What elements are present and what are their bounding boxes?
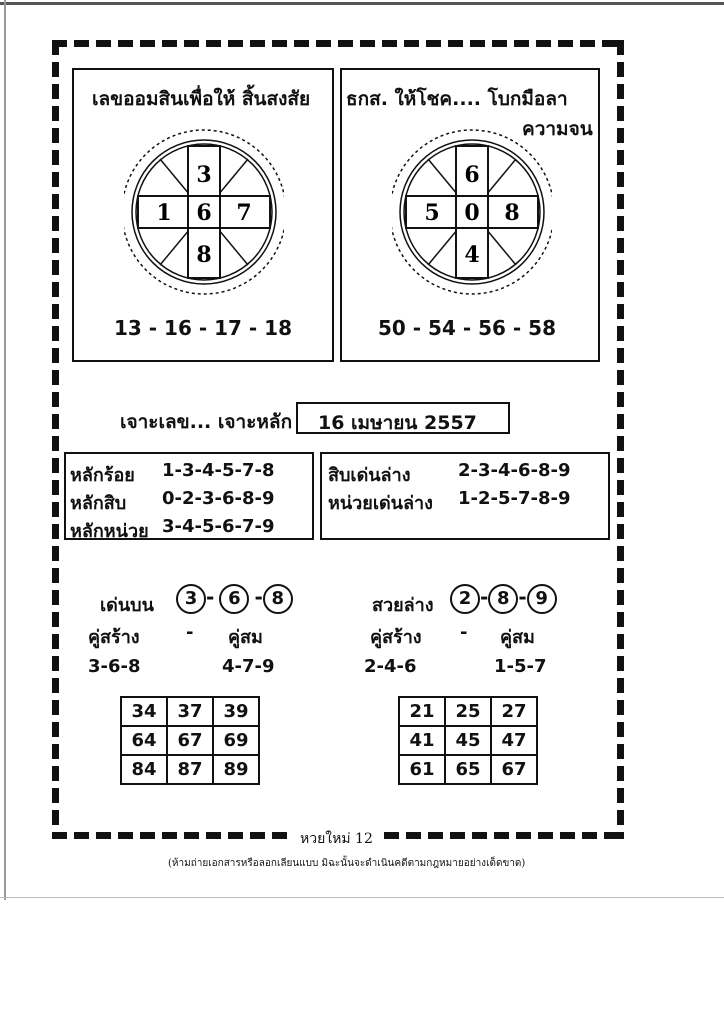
wheel-top-digit: 3 [196, 162, 212, 188]
box-baac-title-line2: ความจน [522, 118, 593, 140]
box-baac-title: ธกส. ให้โชค.... โบกมือลา [346, 88, 568, 110]
box-omsin-title: เลขออมสินเพื่อให้ สิ้นสงสัย [92, 88, 311, 110]
frame-right [617, 40, 624, 839]
digit-circle: 3 [176, 584, 206, 614]
wheel-center-digit: 0 [464, 200, 480, 226]
grid-cell: 37 [167, 697, 213, 726]
digit-circle: 8 [488, 584, 518, 614]
lower-units-label: หน่วยเด่นล่าง [328, 493, 433, 514]
grid-cell: 69 [213, 726, 259, 755]
grid-cell: 67 [167, 726, 213, 755]
pair-mix-value: 1-5-7 [494, 656, 547, 677]
box-omsin-wheel [124, 122, 284, 306]
bottom-highlight-label: สวยล่าง [372, 595, 434, 616]
wheel-bottom-digit: 8 [196, 242, 212, 268]
grid-cell: 41 [399, 726, 445, 755]
date-box [296, 402, 510, 434]
wheel-bottom-digit: 4 [464, 242, 480, 268]
wheel-center-digit: 6 [196, 200, 212, 226]
wheel-right-digit: 8 [504, 200, 520, 226]
pair-build-value: 2-4-6 [364, 656, 417, 677]
page-bottom-edge [0, 897, 724, 898]
tens-label: หลักสิบ [70, 493, 127, 514]
box-baac-wheel [392, 122, 552, 306]
page-footer: หวยใหม่ 12 [300, 831, 373, 847]
frame-bottom-left [52, 832, 292, 839]
box-baac-numbers: 50 - 54 - 56 - 58 [378, 316, 557, 340]
digit-circle: 9 [527, 584, 557, 614]
digit-circle: 6 [219, 584, 249, 614]
lower-units-value: 1-2-5-7-8-9 [458, 488, 571, 509]
box-omsin [72, 68, 334, 362]
grid-cell: 84 [121, 755, 167, 784]
grid-cell: 34 [121, 697, 167, 726]
pair-build-label: คู่สร้าง [370, 627, 422, 648]
grid-cell: 65 [445, 755, 491, 784]
page-left-edge [4, 0, 6, 900]
copyright-note: (ห้ามถ่ายเอกสารหรือลอกเลียนแบบ มิฉะนั้นจะดำเนินคดีตามกฎหมายอย่างเด็ดขาด) [168, 858, 526, 869]
units-value: 3-4-5-6-7-9 [162, 516, 275, 537]
lower-tens-value: 2-3-4-6-8-9 [458, 460, 571, 481]
pair-build-label: คู่สร้าง [88, 627, 140, 648]
grid-cell: 21 [399, 697, 445, 726]
pair-separator: - [186, 622, 194, 643]
date-label: เจาะเลข... เจาะหลัก [120, 411, 293, 433]
grid-cell: 64 [121, 726, 167, 755]
wheel-left-digit: 1 [156, 200, 172, 226]
box-omsin-numbers: 13 - 16 - 17 - 18 [114, 316, 293, 340]
wheel-left-digit: 5 [424, 200, 440, 226]
units-label: หลักหน่วย [70, 521, 149, 542]
frame-top [52, 40, 624, 47]
lower-tens-label: สิบเด่นล่าง [328, 465, 411, 486]
box-baac [340, 68, 600, 362]
top-number-grid [120, 696, 260, 785]
frame-left [52, 40, 59, 839]
grid-cell: 47 [491, 726, 537, 755]
grid-cell: 25 [445, 697, 491, 726]
top-highlight-label: เด่นบน [100, 595, 154, 616]
grid-cell: 67 [491, 755, 537, 784]
date-value: 16 เมษายน 2557 [318, 412, 477, 434]
frame-bottom-right [384, 832, 624, 839]
pair-mix-label: คู่สม [228, 627, 263, 648]
digit-circle: 8 [263, 584, 293, 614]
page-top-edge [0, 2, 724, 5]
digit-circle: 2 [450, 584, 480, 614]
digits-table-left [64, 452, 314, 540]
hundreds-label: หลักร้อย [70, 465, 135, 486]
bottom-highlight-digits: 2 - 8 - 9 [450, 584, 557, 614]
grid-cell: 27 [491, 697, 537, 726]
pair-mix-value: 4-7-9 [222, 656, 275, 677]
top-highlight-digits: 3 - 6 - 8 [176, 584, 293, 614]
grid-cell: 87 [167, 755, 213, 784]
pair-mix-label: คู่สม [500, 627, 535, 648]
hundreds-value: 1-3-4-5-7-8 [162, 460, 275, 481]
pair-separator: - [460, 622, 468, 643]
bottom-number-grid [398, 696, 538, 785]
grid-cell: 39 [213, 697, 259, 726]
tens-value: 0-2-3-6-8-9 [162, 488, 275, 509]
digits-table-right [320, 452, 610, 540]
grid-cell: 89 [213, 755, 259, 784]
grid-cell: 45 [445, 726, 491, 755]
grid-cell: 61 [399, 755, 445, 784]
pair-build-value: 3-6-8 [88, 656, 141, 677]
wheel-right-digit: 7 [236, 200, 252, 226]
wheel-top-digit: 6 [464, 162, 480, 188]
